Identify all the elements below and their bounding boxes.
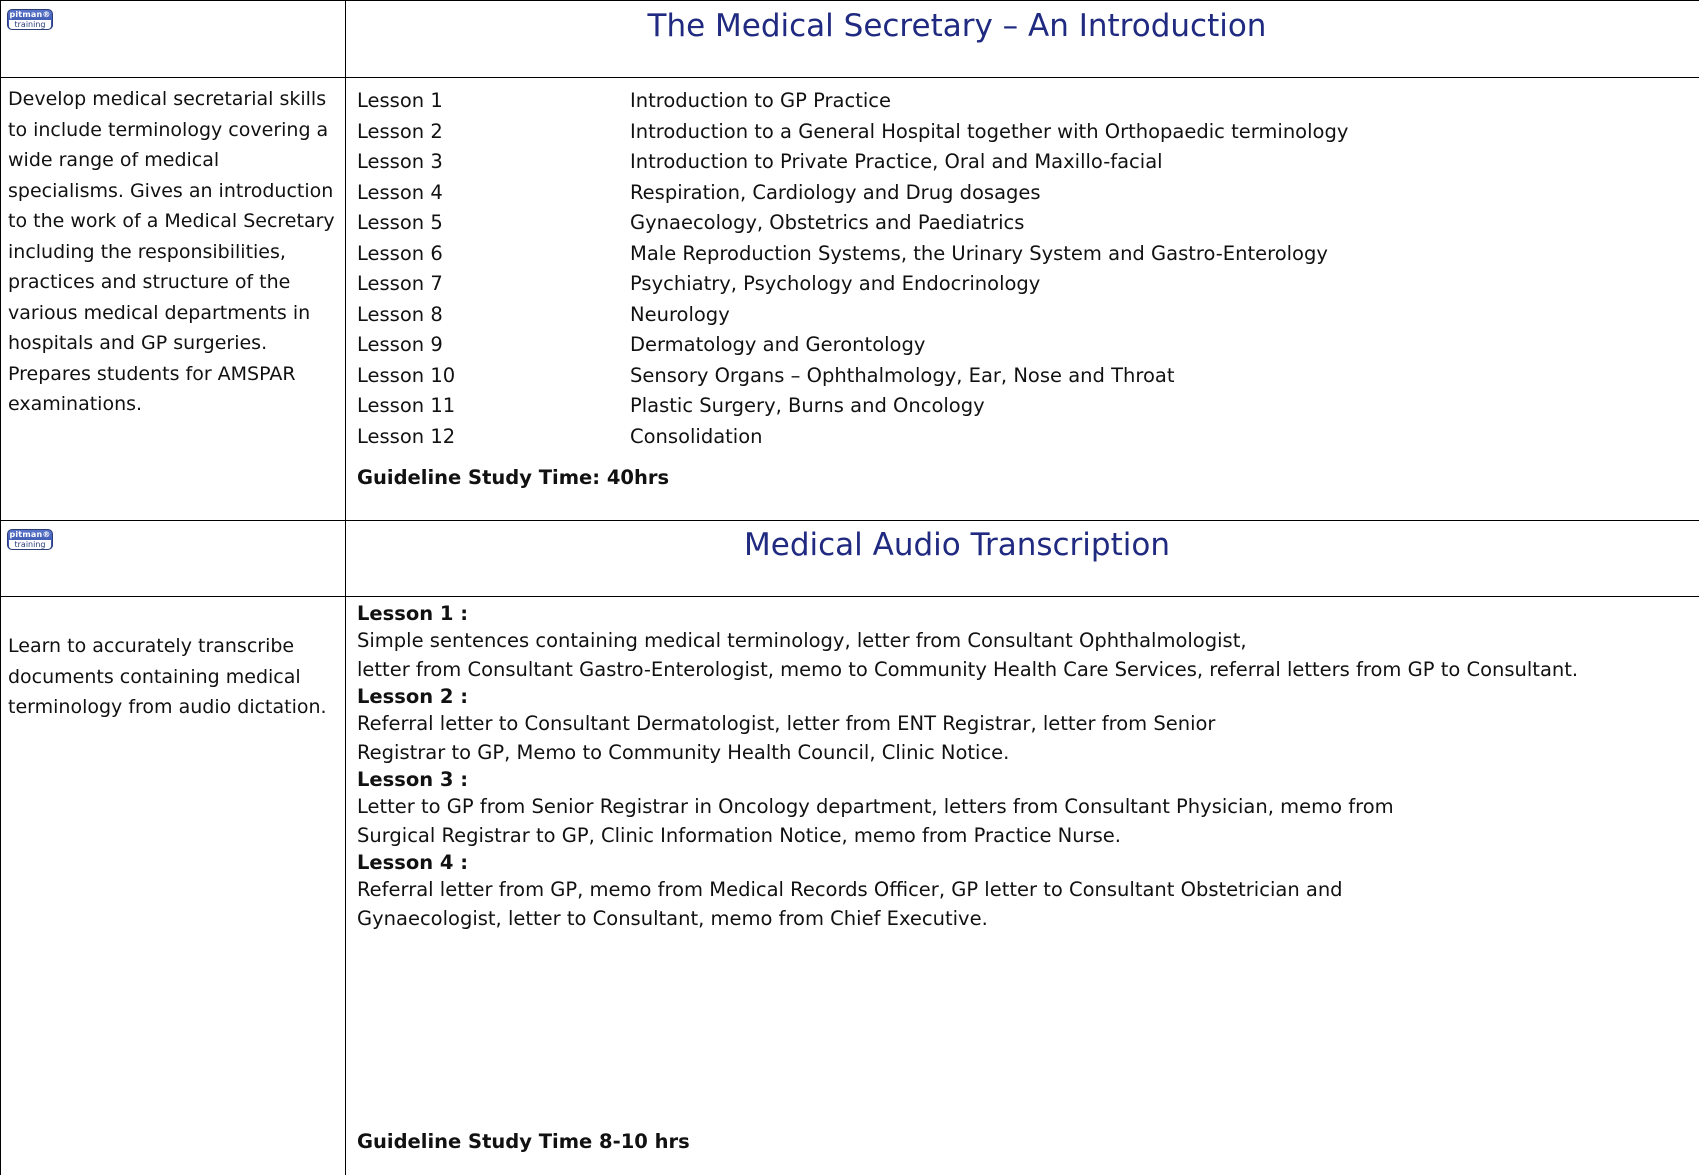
table-divider: [345, 0, 346, 1175]
list-item: [357, 361, 1348, 392]
lesson-text: Referral letter to Consultant Dermatologist, letter from ENT Registrar, letter from Senior Registrar to GP, Memo to Community Health Council, Clinic Notice.: [357, 712, 1216, 764]
logo-text: training: [9, 20, 51, 29]
course-title: The Medical Secretary – An Introduction: [647, 8, 1267, 44]
list-item: [357, 178, 1348, 209]
lesson-list: [357, 86, 1348, 452]
lesson-details: [357, 602, 1697, 934]
lesson-number: Lesson 4: [357, 180, 443, 204]
lesson-topic: Neurology: [630, 302, 730, 326]
lesson-heading: Lesson 2 :: [357, 685, 469, 708]
lesson-topic: Gynaecology, Obstetrics and Paediatrics: [630, 211, 1025, 234]
lesson-text: Referral letter from GP, memo from Medical Records Officer, GP letter to Consultant Obstetrician and Gynaecologist, letter to Consultant, memo from Chief Executive.: [357, 878, 1343, 930]
lesson-topic: Psychiatry, Psychology and Endocrinology: [630, 272, 1041, 295]
list-item: [357, 422, 1348, 453]
pitman-training-logo: [7, 529, 53, 550]
lesson-topic: Respiration, Cardiology and Drug dosages: [630, 180, 1041, 204]
row-divider: [0, 520, 1699, 521]
lesson-number: Lesson 12: [357, 424, 456, 448]
lesson-heading: Lesson 1 :: [357, 602, 469, 625]
lesson-number: Lesson 5: [357, 211, 443, 234]
list-item: [357, 269, 1348, 300]
row-divider: [0, 596, 1699, 597]
lesson-number: Lesson 9: [357, 333, 443, 356]
lesson-topic: Introduction to Private Practice, Oral and Maxillo-facial: [630, 150, 1163, 173]
study-time: Guideline Study Time 8-10 hrs: [357, 1130, 690, 1153]
lesson-number: Lesson 10: [357, 363, 456, 387]
lesson-number: Lesson 1: [357, 89, 443, 112]
course-description: Develop medical secretarial skills to include terminology covering a wide range of medical specialisms. Gives an introduction to the work of a Medical Secretary including the responsibilities, practices and structure of the various medical departments in hospitals and GP surgeries. Prepares students for AMSPAR examinations.: [8, 88, 335, 415]
list-item: [357, 239, 1348, 270]
lesson-topic: Plastic Surgery, Burns and Oncology: [630, 394, 985, 417]
list-item: [357, 330, 1348, 361]
lesson-number: Lesson 8: [357, 302, 443, 326]
course-title: Medical Audio Transcription: [744, 527, 1170, 563]
lesson-topic: Dermatology and Gerontology: [630, 333, 926, 356]
lesson-number: Lesson 11: [357, 394, 456, 417]
lesson-heading: Lesson 4 :: [357, 851, 469, 874]
study-time: Guideline Study Time: 40hrs: [357, 466, 670, 489]
course-description: Learn to accurately transcribe documents containing medical terminology from audio dictation.: [8, 635, 327, 718]
lesson-text: Simple sentences containing medical terminology, letter from Consultant Ophthalmologist, letter from Consultant Gastro-Enterologist, memo to Community Health Care Services, referral letters from GP to Consultant.: [357, 629, 1579, 681]
table-border-left: [0, 0, 1, 1175]
lesson-heading: Lesson 3 :: [357, 768, 469, 791]
lesson-number: Lesson 3: [357, 150, 443, 173]
row-divider: [0, 77, 1699, 78]
pitman-training-logo: [7, 9, 53, 30]
lesson-topic: Introduction to GP Practice: [630, 89, 892, 112]
logo-text: pitman®: [9, 530, 51, 539]
list-item: [357, 300, 1348, 331]
table-border-top: [0, 0, 1699, 1]
lesson-number: Lesson 7: [357, 272, 443, 295]
lesson-topic: Consolidation: [630, 424, 763, 448]
list-item: [357, 208, 1348, 239]
lesson-topic: Sensory Organs – Ophthalmology, Ear, Nose and Throat: [630, 363, 1175, 387]
logo-text: pitman®: [9, 10, 51, 19]
list-item: [357, 391, 1348, 422]
lesson-number: Lesson 2: [357, 119, 443, 143]
list-item: [357, 117, 1348, 148]
logo-text: training: [9, 540, 51, 549]
list-item: [357, 147, 1348, 178]
lesson-number: Lesson 6: [357, 241, 443, 265]
list-item: [357, 86, 1348, 117]
lesson-text: Letter to GP from Senior Registrar in Oncology department, letters from Consultant Physician, memo from Surgical Registrar to GP, Clinic Information Notice, memo from Practice Nurse.: [357, 795, 1394, 847]
lesson-topic: Male Reproduction Systems, the Urinary System and Gastro-Enterology: [630, 241, 1328, 265]
lesson-topic: Introduction to a General Hospital together with Orthopaedic terminology: [630, 119, 1349, 143]
